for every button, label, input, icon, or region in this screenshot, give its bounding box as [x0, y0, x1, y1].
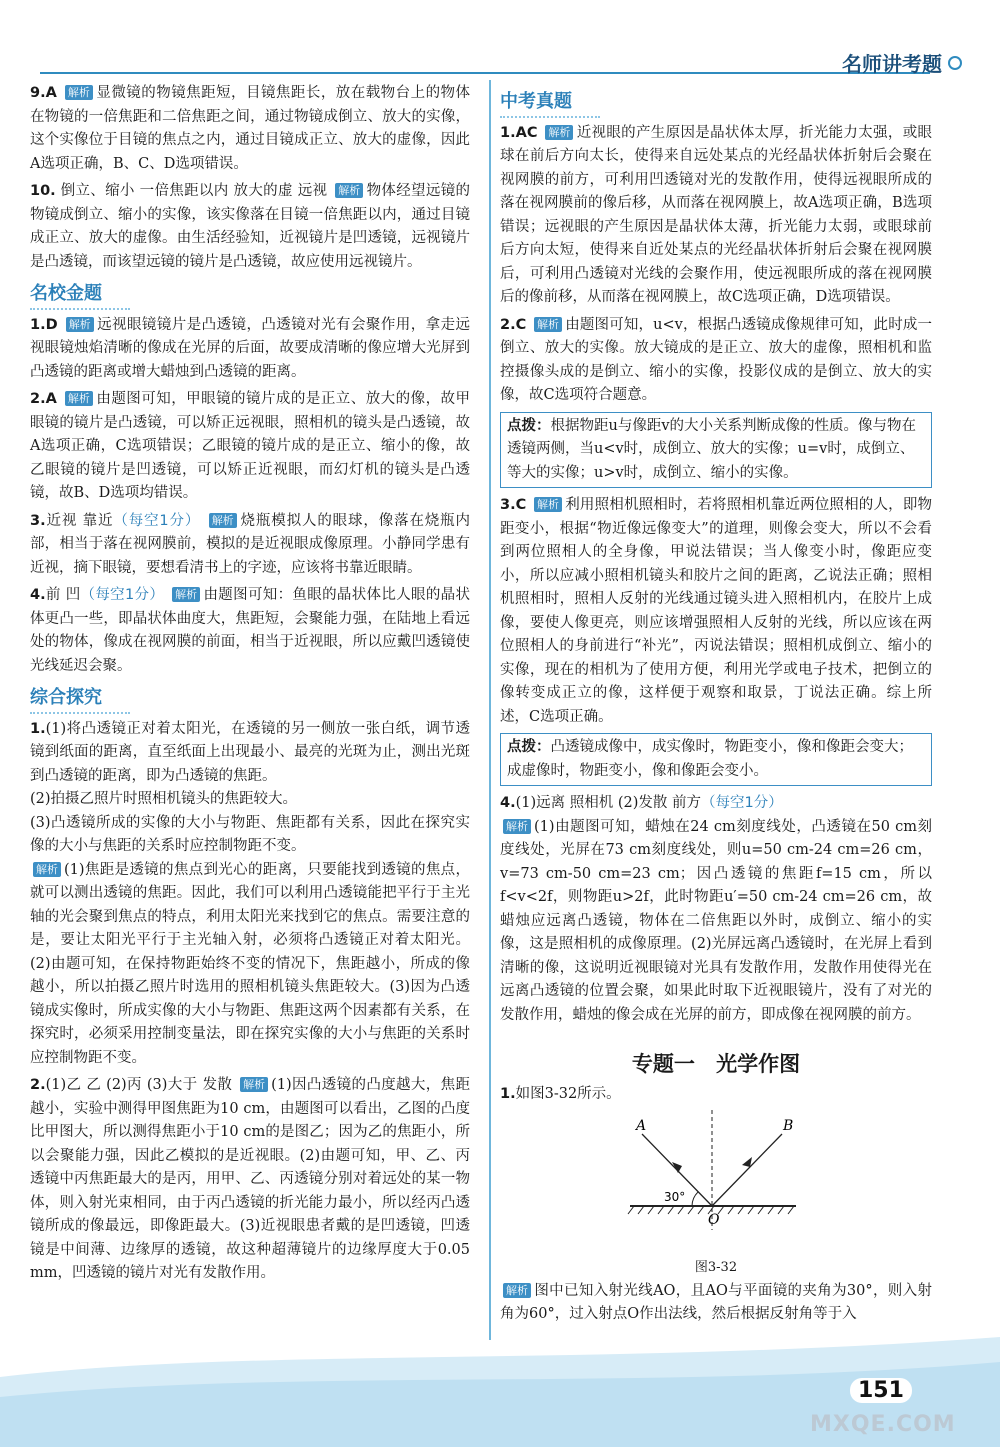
zonghe-answer-2: 2.(1)乙 乙 (2)丙 (3)大于 发散 解析 (1)因凸透镜的凸度越大，焦距越小，实验中测得甲图焦距为10 cm，由题图可以看出，乙图的凸度比甲图大，所以测得焦距小于10 cm的是图乙；因为乙的焦距小，所以会聚能力强，因此乙模拟的是近视眼。(2)由题可知，甲、乙、丙透镜中丙焦距最大的是丙，用甲、乙、丙透镜分别对着远处的某一物体，则入射光束相同，由于丙凸透镜的折光能力最小，所以经丙凸透镜所成的像最远，即像距最大。(3)近视眼患者戴的是凹透镜，凹透镜是中间薄、边缘厚的透镜，故这种超薄镜片的边缘厚度大于0.05 mm，凹透镜的镜片对光有发散作用。	[30, 1077, 470, 1281]
mingxiao-answer-1: 1.D 解析 远视眼镜镜片是凸透镜，凸透镜对光有会聚作用，拿走远视眼镜烛焰清晰的像成在光屏的后面，故要成清晰的像应增大光屏到凸透镜的距离或增大蜡烛到凸透镜的距离。	[30, 316, 471, 380]
figure-caption: 图3-32	[694, 1260, 738, 1275]
answer-10: 10. 倒立、缩小 一倍焦距以内 放大的虚 远视 解析 物体经望远镜的物镜成倒立、缩小的实像，该实像落在目镜一倍焦距以内，通过目镜成正立、放大的虚像。由生活经验知，近视镜片是凹透镜，远视镜片是凸透镜，而该望远镜的镜片是凸透镜，故应使用远视镜片。	[30, 183, 471, 270]
topic-title: 专题一 光学作图	[631, 1052, 801, 1076]
analysis-tag: 解析	[66, 317, 94, 332]
analysis-tag: 解析	[545, 125, 573, 140]
topic-answer-1-analysis: 解析 图中已知入射光线AO，且AO与平面镜的夹角为30°，则入射角为60°，过入射点O作出法线，然后根据反射角等于入	[500, 1282, 932, 1322]
topic-answer-1: 1.如图3-32所示。	[500, 1085, 621, 1102]
mingxiao-answer-3: 3.近视 靠近（每空1分） 解析 烧瓶模拟人的眼球，像落在烧瓶内部，相当于落在视网膜前，模拟的是近视眼成像原理。小静同学患有近视，摘下眼镜，要想看清书上的字迹，应该将书靠近眼睛。	[30, 512, 471, 576]
mingxiao-answer-4: 4.前 凹（每空1分） 解析 由题图可知：鱼眼的晶状体比人眼的晶状体更凸一些，即晶状体曲度大，焦距短，会聚能力强，在陆地上看远处的物体，像成在视网膜的前面，相当于近视眼，所以应戴凹透镜使光线延迟会聚。	[30, 587, 471, 674]
figure-3-32	[500, 1110, 932, 1256]
section-heading-zonghe: 综合探究	[30, 686, 130, 714]
analysis-tag: 解析	[335, 183, 363, 198]
analysis-tag: 解析	[534, 497, 562, 512]
angle-label: 30°	[664, 1190, 686, 1204]
analysis-tag: 解析	[65, 391, 93, 406]
zhongkao-answer-1: 1.AC 解析 近视眼的产生原因是晶状体太厚，折光能力太强，或眼球在前后方向太长，使得来自远处某点的光经晶状体折射后会聚在视网膜的前方，可利用凹透镜对光的发散作用，使得远视眼所成的落在视网膜前的像后移，从而落在视网膜上，故A选项正确，B选项错误；远视眼的产生原因是晶状体太薄，折光能力太弱，或眼球前后方向太短，使得来自近处某点的光经晶状体折射后会聚在视网膜后，可利用凸透镜对光线的会聚作用，使远视眼所成的落在视网膜后的像前移，从而落在视网膜上，故C选项正确，D选项错误。	[500, 124, 933, 305]
answer-9: 9.A 解析 显微镜的物镜焦距短，目镜焦距长，放在载物台上的物体在物镜的一倍焦距和二倍焦距之间，通过物镜成倒立、放大的实像，这个实像位于目镜的焦点之内，通过目镜成正立、放大的虚像，因此A选项正确，B、C、D选项错误。	[30, 85, 471, 172]
analysis-tag: 解析	[33, 862, 61, 877]
analysis-tag: 解析	[534, 317, 562, 332]
reflection-diagram	[620, 1110, 820, 1250]
label-a: A	[636, 1118, 647, 1134]
reflected-ray	[712, 1134, 782, 1206]
zhongkao-answer-4: 4.(1)远离 照相机 (2)发散 前方（每空1分） 解析 (1)由题图可知，蜡烛在24 cm刻度线处，凸透镜在50 cm刻度线处，光屏在73 cm刻度线处，则u=50 cm-24 cm=26 cm，v=73 cm-50 cm=23 cm；因凸透镜的焦距f=15 cm，所以f<v<2f，则物距u>2f，此时物距u′=50 cm-24 cm=26 cm，故蜡烛应远离凸透镜，物体在二倍焦距以外时，成倒立、缩小的实像，这是照相机的成像原理。(2)光屏远离凸透镜时，在光屏上看到清晰的像，这说明近视眼镜对光具有发散作用，发散作用使得光在远离凸透镜的位置会聚，如果此时取下近视眼镜片，没有了对光的发散作用，蜡烛的像会成在光屏的前方，即成像在视网膜的前方。	[500, 795, 932, 1023]
analysis-tag: 解析	[503, 819, 531, 834]
tip-box-1: 点拨：根据物距u与像距v的大小关系判断成像的性质。像与物在透镜两侧，当u<v时，成倒立、放大的实像；u=v时，成倒立、等大的实像；u>v时，成倒立、缩小的实像。	[500, 412, 932, 489]
header-circle-icon	[948, 56, 962, 70]
zonghe-answer-1: 1.(1)将凸透镜正对着太阳光，在透镜的另一侧放一张白纸，调节透镜到纸面的距离，直至纸面上出现最小、最亮的光斑为止，测出光斑到凸透镜的距离，即为凸透镜的焦距。 (2)拍摄乙照片时照相机镜头的焦距较大。 (3)凸透镜所成的实像的大小与物距、焦距都有关系，因此在探究实像的大小与焦距的关系时应控制物距不变。 解析 (1)焦距是透镜的焦点到光心的距离，只要能找到透镜的焦点，就可以测出透镜的焦距。因此，我们可以利用凸透镜能把平行于主光轴的光会聚到焦点的特点，利用太阳光来找到它的焦点。需要注意的是，要让太阳光平行于主光轴入射，必须将凸透镜正对着太阳光。(2)由题可知，在保持物距始终不变的情况下，焦距越小，所成的像越小，所以拍摄乙照片时选用的照相机镜头焦距较大。(3)因为凸透镜成实像时，所成实像的大小与物距、焦距这两个因素都有关系，在探究时，必须采用控制变量法，即在探究实像的大小与焦距的关系时应控制物距不变。	[30, 720, 470, 1066]
watermark: MXQE.COM	[810, 1412, 956, 1437]
section-heading-mingxiao: 名校金题	[30, 282, 130, 310]
zhongkao-answer-3: 3.C 解析 利用照相机照相时，若将照相机靠近两位照相的人，即物距变小，根据“物近像远像变大”的道理，则像会变大，所以不会看到两位照相人的全身像，甲说法错误；当人像变小时，像距应变小，所以应减小照相机镜头和胶片之间的距离，乙说法正确；照相机照相时，照相人反射的光线通过镜头进入照相机内，在胶片上成像，要使人像更亮，则应该增强照相人反射的光线，所以应该在两位照相人的身前进行“补光”，丙说法错误；照相机成倒立、缩小的实像，现在的相机为了使用方便，利用光学或电子技术，把倒立的像转变成正立的像，这样便于观察和取景，丁说法正确。综上所述，C选项正确。	[500, 497, 933, 725]
analysis-tag: 解析	[172, 587, 200, 602]
incident-arrow	[672, 1162, 682, 1173]
tip-box-2: 点拨：凸透镜成像中，成实像时，物距变小，像和像距会变大；成虚像时，物距变小，像和像距会变小。	[500, 733, 932, 786]
header-brand: 名师讲考题	[842, 52, 942, 76]
analysis-tag: 解析	[65, 85, 93, 100]
column-divider	[489, 80, 491, 1340]
right-column	[500, 82, 932, 1331]
label-b: B	[783, 1118, 794, 1134]
left-column	[30, 82, 470, 1290]
label-o: O	[708, 1212, 720, 1228]
analysis-tag: 解析	[503, 1283, 531, 1298]
section-heading-zhongkao: 中考真题	[500, 90, 600, 118]
analysis-tag: 解析	[240, 1077, 268, 1092]
zhongkao-answer-2: 2.C 解析 由题图可知，u<v，根据凸透镜成像规律可知，此时成一倒立、放大的实像。放大镜成的是正立、放大的虚像，照相机和监控摄像头成的是倒立、缩小的实像，投影仪成的是倒立、放大的实像，故C选项符合题意。	[500, 316, 933, 403]
mingxiao-answer-2: 2.A 解析 由题图可知，甲眼镜的镜片成的是正立、放大的像，故甲眼镜的镜片是凸透镜，可以矫正远视眼，照相机的镜头是凸透镜，故A选项正确，C选项错误；乙眼镜的镜片成的是正立、缩小的像，故乙眼镜的镜片是凹透镜，可以矫正近视眼，而幻灯机的镜头是凸透镜，故B、D选项均错误。	[30, 391, 471, 501]
header-rule	[40, 72, 930, 74]
analysis-tag: 解析	[209, 513, 237, 528]
angle-arc	[692, 1192, 698, 1206]
page-number: 151	[850, 1378, 912, 1403]
